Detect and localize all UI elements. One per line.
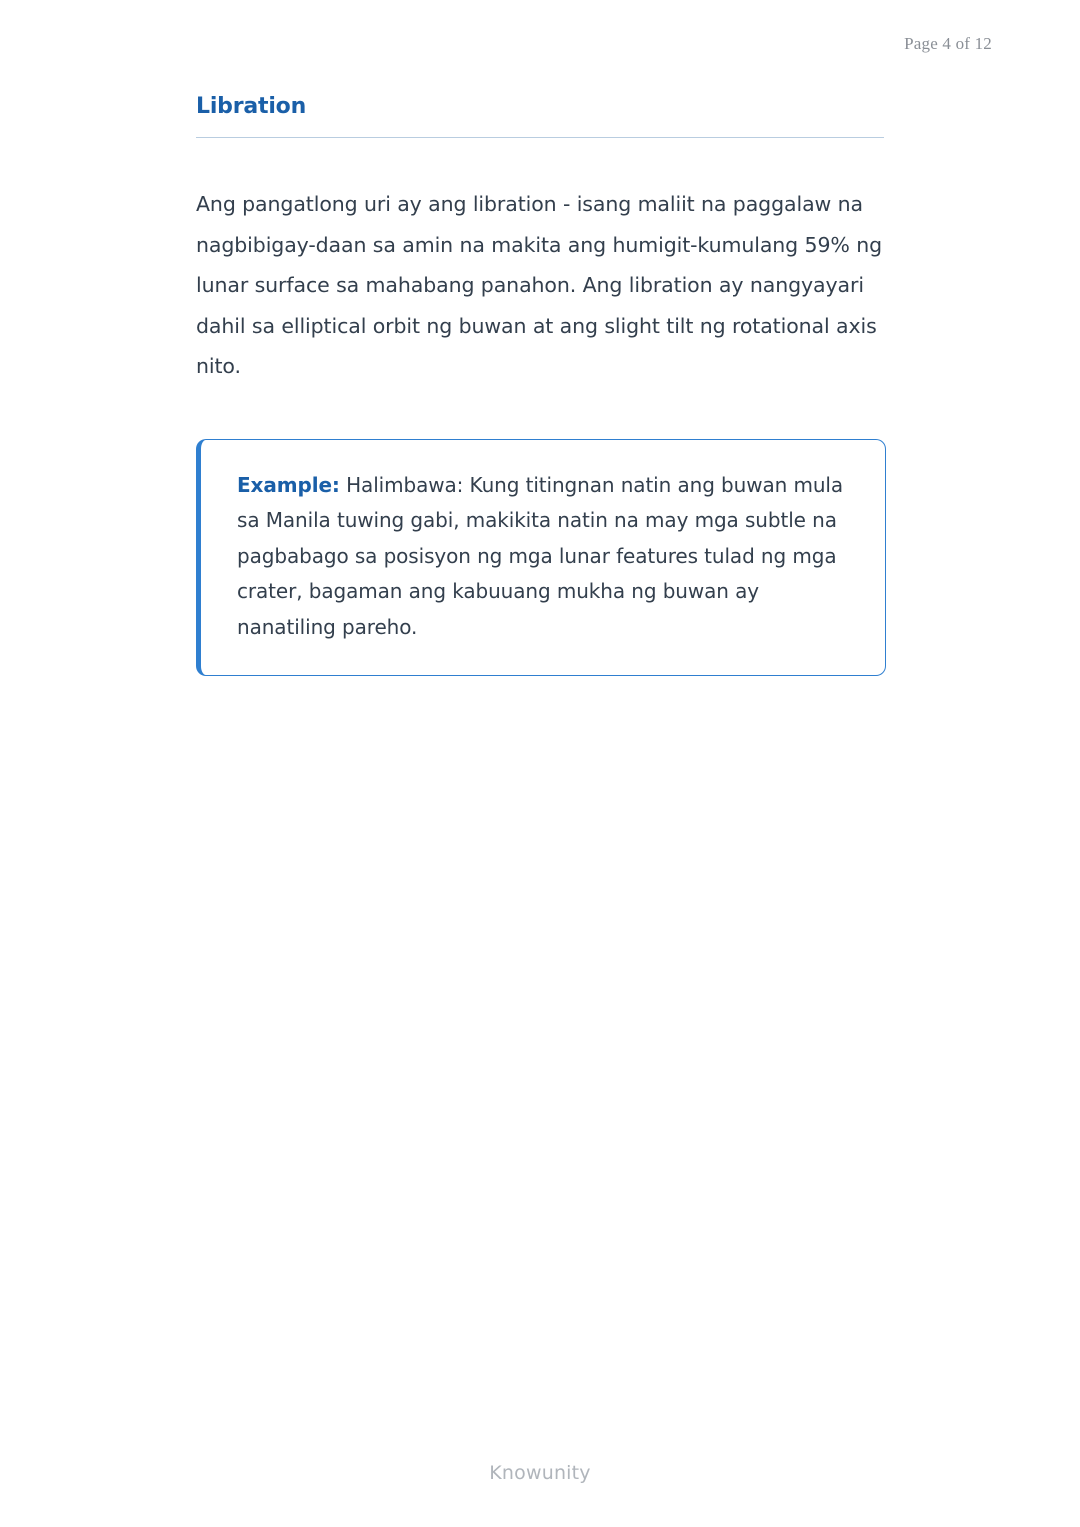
footer-brand: Knowunity (489, 1462, 591, 1484)
title-divider (196, 137, 884, 138)
page-indicator: Page 4 of 12 (904, 34, 992, 53)
example-body: Halimbawa: Kung titingnan natin ang buwan mula sa Manila tuwing gabi, makikita natin na may mga subtle na pagbabago sa posisyon ng mga lunar features tulad ng mga crater, bagaman ang kabuuang mukha ng buwan ay nanatiling pareho. (237, 472, 844, 639)
example-label: Example: (237, 472, 340, 497)
page-content (196, 94, 884, 676)
body-paragraph: Ang pangatlong uri ay ang libration - isang maliit na paggalaw na nagbibigay-daan sa amin na makita ang humigit-kumulang 59% ng lunar surface sa mahabang panahon. Ang libration ay nangyayari dahil sa elliptical orbit ng buwan at ang slight tilt ng rotational axis nito. (196, 192, 882, 378)
example-callout-text (237, 468, 851, 646)
page-title: Libration (196, 94, 307, 119)
example-callout (196, 439, 886, 677)
